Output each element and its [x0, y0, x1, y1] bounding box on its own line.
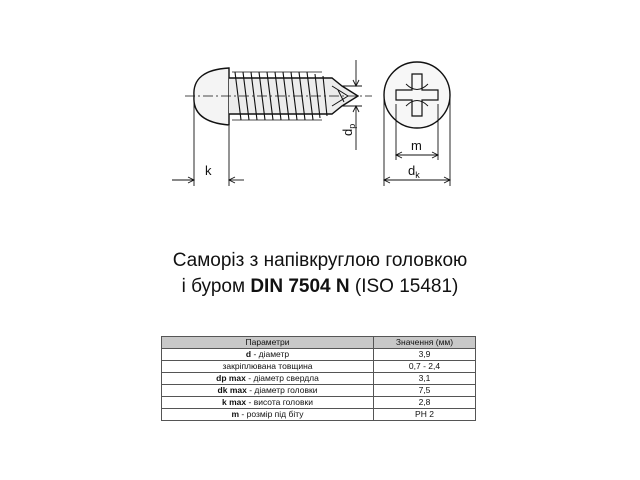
spec-table: [161, 336, 476, 421]
parameter-cell: m - розмір під біту: [162, 409, 374, 421]
dim-label-k: k: [205, 163, 212, 178]
title-line-2: [0, 274, 640, 300]
title-standard: DIN 7504 N: [250, 276, 350, 297]
value-cell: 2,8: [374, 397, 476, 409]
parameter-cell: dp max - діаметр свердла: [162, 373, 374, 385]
table-row: [162, 409, 476, 421]
table-row: [162, 397, 476, 409]
value-cell: 3,1: [374, 373, 476, 385]
column-header-values: Значення (мм): [374, 337, 476, 349]
column-header-parameters: Параметри: [162, 337, 374, 349]
parameter-cell: закріплювана товщина: [162, 361, 374, 373]
value-cell: 7,5: [374, 385, 476, 397]
title-prefix: і буром: [181, 276, 251, 297]
table-row: [162, 361, 476, 373]
parameter-cell: d - діаметр: [162, 349, 374, 361]
value-cell: 0,7 - 2,4: [374, 361, 476, 373]
dim-label-dp: $d_p$: [340, 123, 357, 136]
table-header-row: [162, 337, 476, 349]
screw-head-top: [384, 62, 450, 128]
parameter-cell: k max - висота головки: [162, 397, 374, 409]
table-row: [162, 385, 476, 397]
table-row: [162, 349, 476, 361]
screw-technical-drawing: [0, 0, 640, 200]
value-cell: 3,9: [374, 349, 476, 361]
product-title: [0, 248, 640, 300]
title-line-1: Саморіз з напівкруглою головкою: [172, 250, 468, 271]
dim-label-m: m: [411, 138, 422, 153]
value-cell: PH 2: [374, 409, 476, 421]
table-row: [162, 373, 476, 385]
title-iso: (ISO 15481): [349, 276, 459, 297]
dim-label-dk: $d_k$: [408, 163, 420, 180]
screw-head-side: [194, 68, 229, 125]
parameter-cell: dk max - діаметр головки: [162, 385, 374, 397]
